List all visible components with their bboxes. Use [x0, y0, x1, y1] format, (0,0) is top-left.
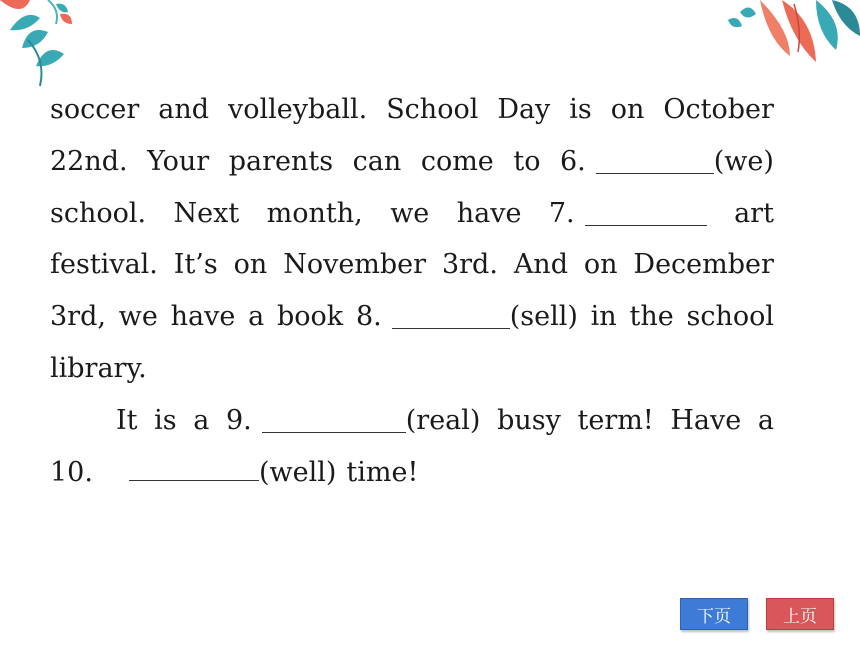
answer-blank-8[interactable]: [392, 327, 510, 329]
word: a: [193, 404, 210, 436]
word: Day: [497, 94, 551, 125]
word: Have: [670, 404, 742, 436]
word: a: [757, 404, 774, 436]
passage-line-3: [50, 188, 774, 240]
passage-line-4: [50, 239, 774, 291]
word: school.: [50, 197, 147, 229]
word: have: [456, 197, 522, 229]
floral-corner-decoration-right-icon: [720, 0, 860, 80]
word: is: [569, 94, 592, 125]
word: to: [513, 145, 541, 177]
word: parents: [228, 145, 334, 177]
passage-line-8: [50, 447, 774, 499]
word: on: [233, 249, 268, 281]
word: November: [283, 249, 427, 281]
word: December: [633, 249, 774, 281]
word: 3rd,: [50, 301, 106, 333]
word: Your: [147, 145, 210, 177]
question-number: 6.: [560, 145, 586, 177]
word: a: [248, 301, 265, 333]
word: And: [513, 249, 568, 281]
passage: [50, 84, 774, 498]
word: term!: [577, 404, 654, 436]
word: October: [663, 94, 774, 125]
question-number: 9.: [226, 404, 252, 436]
passage-line-1: [50, 84, 774, 136]
word: School: [386, 94, 479, 125]
passage-line-5: [50, 291, 774, 343]
word: we: [390, 197, 430, 229]
word: 3rd.: [441, 249, 498, 281]
word: busy: [497, 404, 561, 436]
word: art: [734, 197, 774, 229]
hint-word: (well): [258, 456, 337, 488]
passage-line-6: [50, 343, 774, 395]
hint-word: (real): [405, 404, 481, 436]
word: have: [170, 301, 236, 333]
word: is: [154, 404, 177, 436]
word: library.: [50, 352, 147, 384]
word: on: [583, 249, 618, 281]
question-number: 10.: [50, 456, 93, 488]
word: month,: [266, 197, 363, 229]
word: come: [420, 145, 494, 177]
passage-line-7: [50, 395, 774, 447]
hint-word: (we): [713, 145, 774, 177]
next-page-label: 下页: [697, 606, 731, 627]
previous-page-label: 上页: [783, 606, 817, 627]
word: the: [629, 301, 674, 333]
answer-blank-7[interactable]: [585, 224, 707, 226]
word: festival.: [50, 249, 158, 281]
answer-blank-9[interactable]: [262, 431, 406, 433]
question-number: 7.: [548, 197, 575, 229]
word: book: [277, 301, 344, 333]
word: school: [686, 301, 774, 333]
question-number: 8.: [355, 301, 382, 333]
word: soccer: [50, 94, 140, 125]
word: on: [610, 94, 645, 125]
word: volleyball.: [227, 94, 368, 125]
word: and: [158, 94, 209, 125]
word: 22nd.: [50, 145, 128, 177]
word: It’s: [173, 249, 218, 281]
hint-word: (sell): [509, 301, 578, 333]
word: time!: [346, 456, 419, 488]
word: It: [116, 404, 138, 436]
answer-blank-6[interactable]: [596, 172, 714, 174]
word: Next: [173, 197, 240, 229]
next-page-button[interactable]: [680, 598, 748, 630]
passage-line-2: [50, 136, 774, 188]
word: in: [590, 301, 617, 333]
word: can: [352, 145, 402, 177]
word: we: [118, 301, 158, 333]
previous-page-button[interactable]: [766, 598, 834, 630]
answer-blank-10[interactable]: [129, 479, 259, 481]
